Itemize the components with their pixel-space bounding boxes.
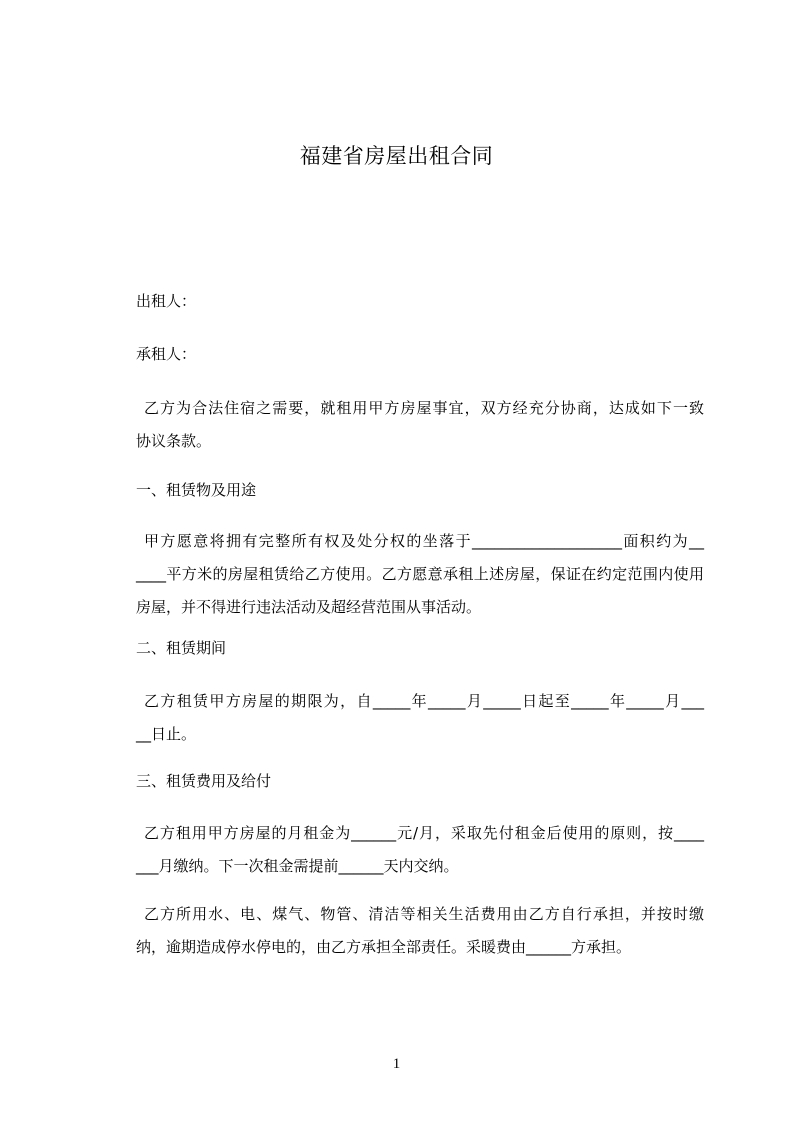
section-paragraph <box>136 898 704 964</box>
paragraph-line: ____平方米的房屋租赁给乙方使用。乙方愿意承租上述房屋，保证在约定范围内使用 <box>136 565 704 583</box>
lessor-label: 出租人： <box>136 292 197 310</box>
paragraph-line: 纳，逾期造成停水停电的，由乙方承担全部责任。采暖费由______方承担。 <box>136 938 632 956</box>
lessee-label: 承租人： <box>136 345 197 363</box>
section-heading: 二、租赁期间 <box>136 639 227 657</box>
intro-paragraph <box>136 392 704 458</box>
section-paragraph <box>136 685 704 751</box>
section-paragraph <box>136 525 704 624</box>
intro-line: 乙方为合法住宿之需要，就租用甲方房屋事宜，双方经充分协商，达成如下一致 <box>144 399 704 417</box>
page-number: 1 <box>392 1056 401 1072</box>
section-heading: 一、租赁物及用途 <box>136 481 257 499</box>
paragraph-line: 乙方租用甲方房屋的月租金为______元/月，采取先付租金后使用的原则，按____ <box>144 824 704 842</box>
paragraph-line: __日止。 <box>136 725 197 743</box>
paragraph-line: 甲方愿意将拥有完整所有权及处分权的坐落于____________________面积约为__ <box>144 532 704 550</box>
intro-line: 协议条款。 <box>136 432 212 450</box>
section-paragraph <box>136 817 704 883</box>
paragraph-line: 乙方租赁甲方房屋的期限为，自_____年_____月_____日起至_____年_____月___ <box>144 692 704 710</box>
paragraph-line: 乙方所用水、电、煤气、物管、清洁等相关生活费用由乙方自行承担，并按时缴 <box>144 905 704 923</box>
section-heading: 三、租赁费用及给付 <box>136 772 272 790</box>
paragraph-line: ___月缴纳。下一次租金需提前______天内交纳。 <box>136 857 459 875</box>
paragraph-line: 房屋，并不得进行违法活动及超经营范围从事活动。 <box>136 598 482 616</box>
document-title: 福建省房屋出租合同 <box>299 144 494 168</box>
